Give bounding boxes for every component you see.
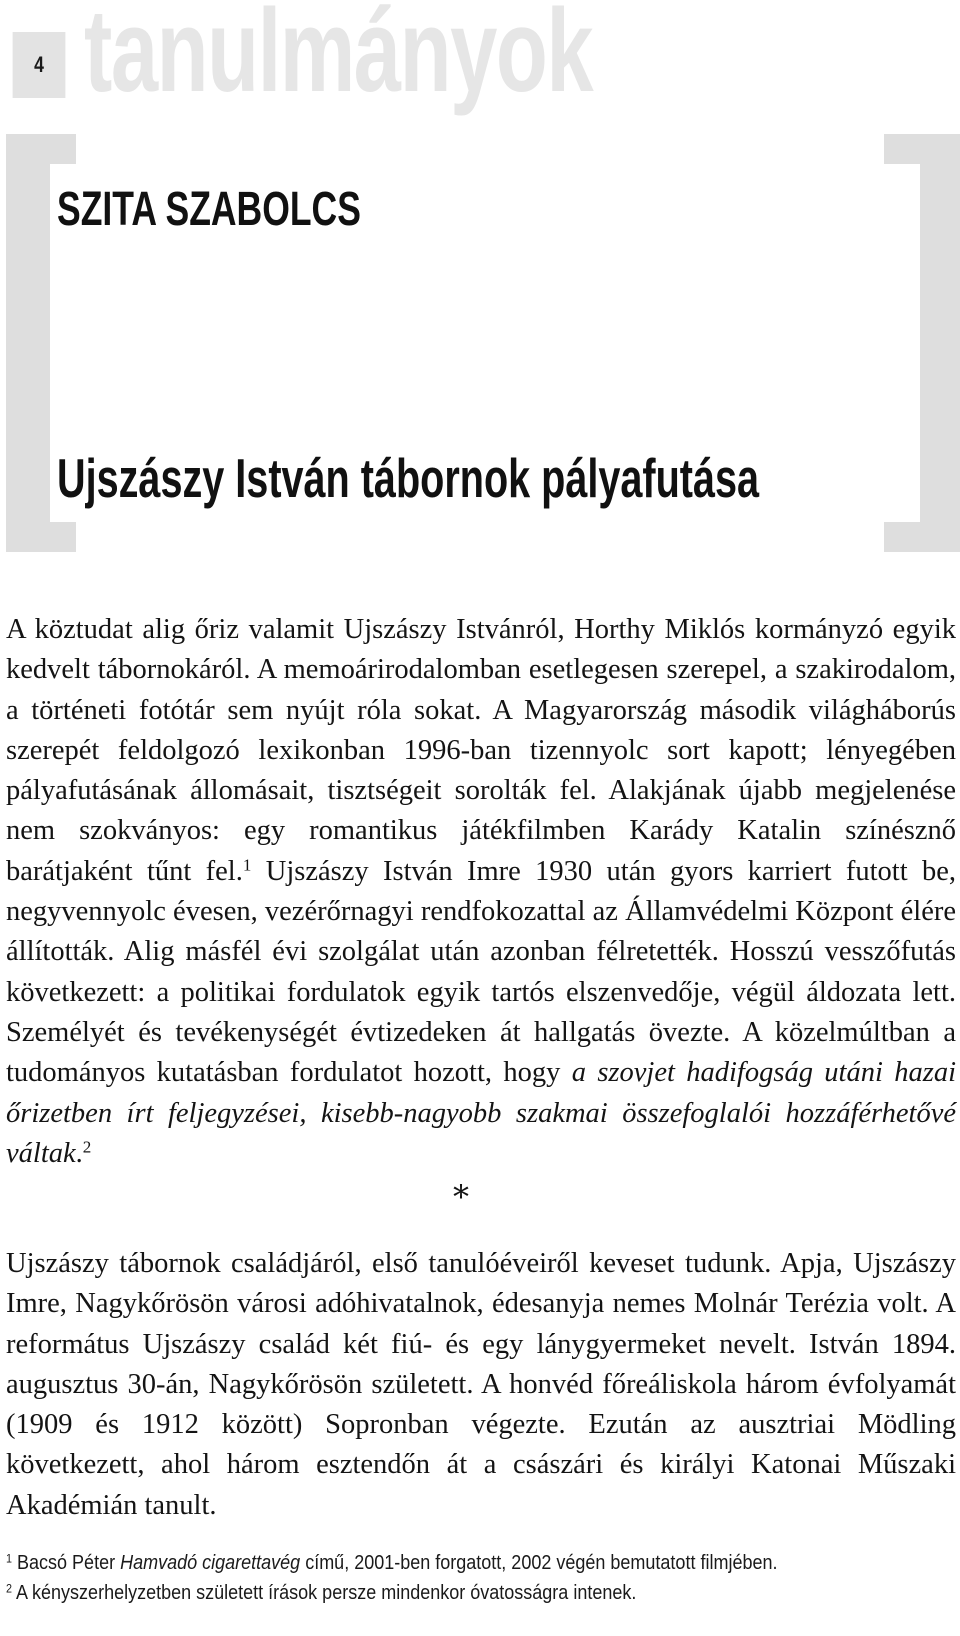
footnote-ref-1[interactable]: 1 <box>242 855 252 875</box>
footnote-1 <box>6 1548 861 1578</box>
paragraph-1-end: . <box>75 1137 83 1169</box>
footnote-ref-2[interactable]: 2 <box>82 1137 92 1157</box>
footnote-2 <box>6 1578 861 1608</box>
footnote-film-title: Hamvadó cigarettavég <box>120 1552 301 1574</box>
section-separator: * <box>453 1178 469 1216</box>
body-paragraph-1 <box>6 610 956 1174</box>
footnote-text: A kényszerhelyzetben született írások persze mindenkor óvatosságra intenek. <box>16 1582 637 1604</box>
footnote-number: 1 <box>6 1551 13 1566</box>
footnote-number: 2 <box>6 1581 13 1596</box>
paragraph-1-italic: a szovjet hadifogság utáni hazai őrizetben írt feljegyzései, kisebb-nagyobb szakmai összefoglalói hozzáférhetővé váltak <box>6 1057 956 1169</box>
right-bracket-decoration <box>884 134 960 552</box>
body-paragraph-2: Ujszászy tábornok családjáról, első tanulóéveiről keveset tudunk. Apja, Ujszászy Imre, Nagykőrösön városi adóhivatalnok, édesanyja nemes Molnár Terézia volt. A református Ujszászy család két fiú- és egy lánygyermeket nevelt. István 1894. augusztus 30-án, Nagykőrösön született. A honvéd főreáliskola három évfolyamát (1909 és 1912 között) Sopronban végezte. Ezután az ausztriai Mödling következett, ahol három esztendőn át a császári és királyi Katonai Műszaki Akadémián tanult. <box>6 1248 956 1521</box>
page-number: 4 <box>13 32 66 98</box>
paragraph-1-main: A köztudat alig őriz valamit Ujszászy Istvánról, Horthy Miklós kormányzó egyik kedvelt tábornokáról. A memoárirodalomban esetlegesen szerepel, a szakirodalom, a történeti fotótár sem nyújt róla sokat. A Magyarország második világháborús szerepét feldolgozó lexikonban 1996-ban tizennyolc sort kapott; lényegében pályafutásának állomásait, tisztségeit sorolták fel. Alakjának újabb megjelenése nem szokványos: egy romantikus játékfilmben Karády Katalin színésznő barátjaként tűnt fel. <box>6 614 956 887</box>
paragraph-1-continued: Ujszászy István Imre 1930 után gyors karriert futott be, negyvennyolc évesen, vezérőrnagyi rendfokozattal az Államvédelmi Központ élére állították. Alig másfél évi szolgálat után azonban félretették. Hosszú vesszőfutás következett: a politikai fordulatok egyik tartós elszenvedője, végül áldozata lett. Személyét és tevékenységét évtizedeken át hallgatás övezte. A közelmúltban a tudományos kutatásban fordulatot hozott, hogy <box>6 855 956 1089</box>
article-title: Ujszászy István tábornok pályafutása <box>57 447 760 509</box>
footnote-text: Bacsó Péter <box>17 1552 121 1574</box>
section-heading: tanulmányok <box>84 0 593 117</box>
footnote-text: című, 2001-ben forgatott, 2002 végén bemutatott filmjében. <box>300 1552 778 1574</box>
footnotes <box>6 1548 956 1608</box>
article-author: SZITA SZABOLCS <box>57 183 361 236</box>
